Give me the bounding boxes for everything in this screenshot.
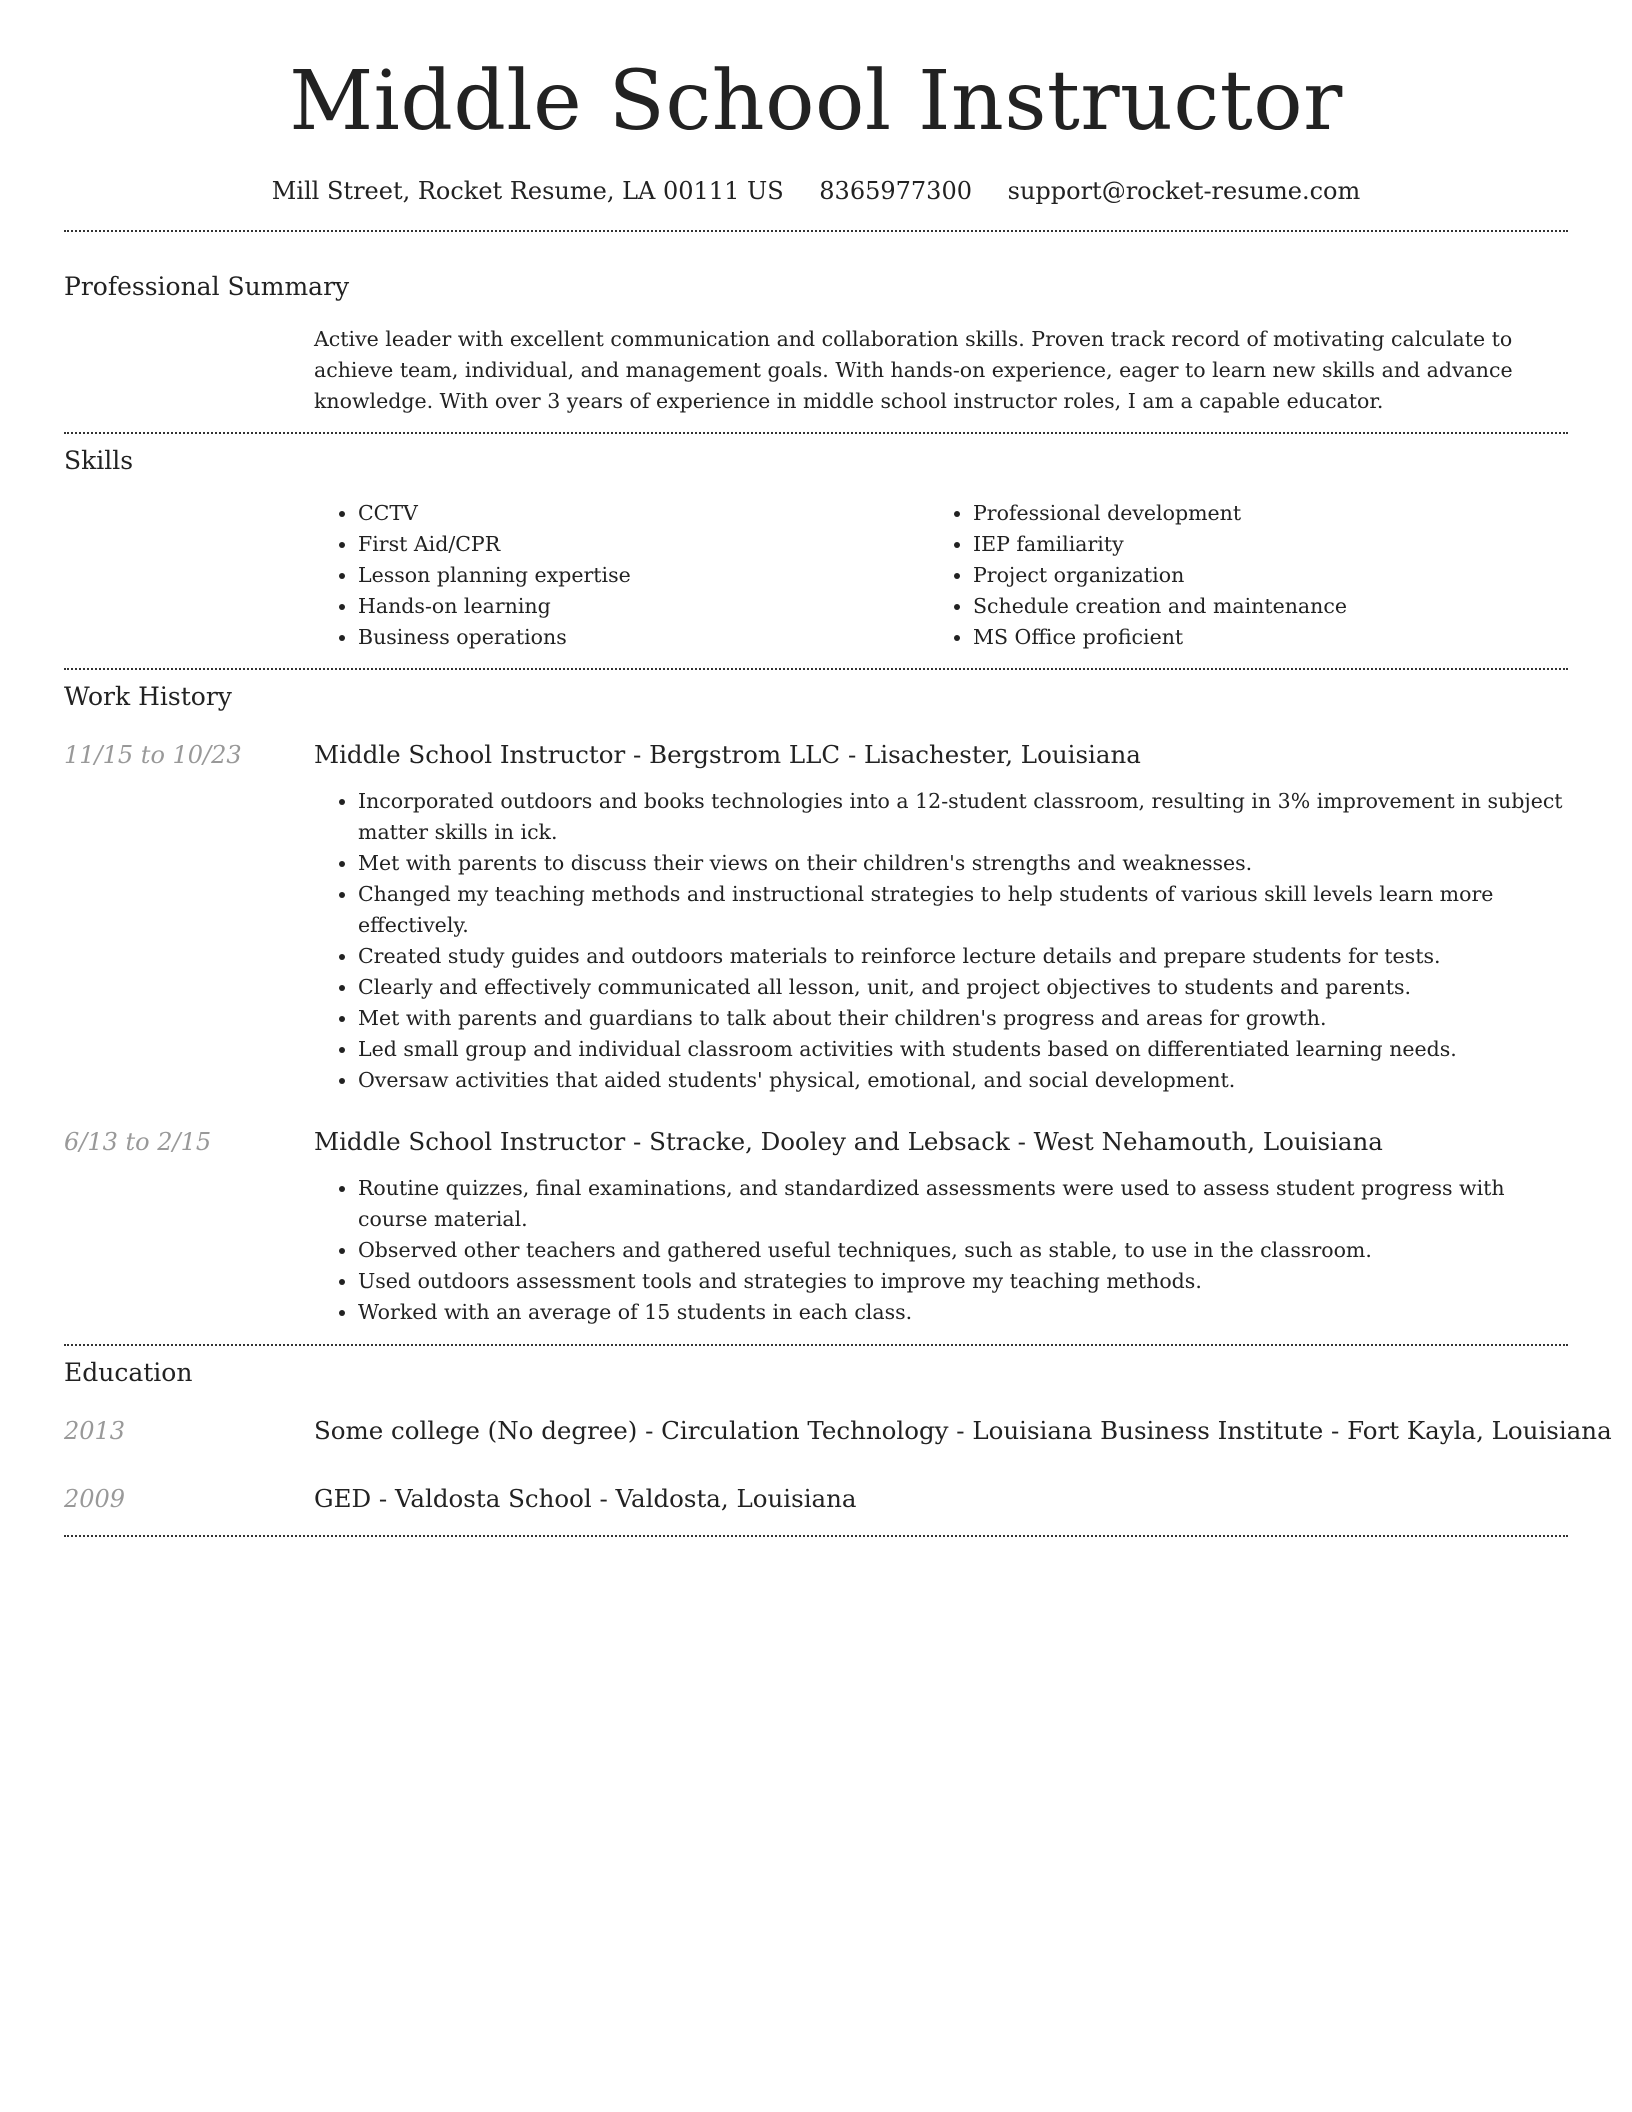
contact-line [64, 174, 1568, 208]
education-entry [64, 1414, 1612, 1448]
skill-item: • MS Office proficient [973, 622, 1544, 653]
job-bullet: • Clearly and effectively communicated all lesson, unit, and project objectives to students and parents. [358, 972, 1568, 1003]
job-bullet: • Met with parents and guardians to talk about their children's progress and areas for growth. [358, 1003, 1568, 1034]
job-dates: 6/13 to 2/15 [64, 1128, 212, 1156]
job-bullet: • Worked with an average of 15 students in each class. [358, 1297, 1568, 1328]
skills-heading: Skills [64, 446, 134, 475]
skills-list-left [314, 498, 929, 653]
education-section [64, 1356, 1612, 1516]
education-body [314, 1414, 1612, 1448]
skill-item: • Lesson planning expertise [358, 560, 929, 591]
education-heading: Education [64, 1358, 193, 1387]
job-bullet: • Observed other teachers and gathered useful techniques, such as stable, to use in the classroom. [358, 1235, 1568, 1266]
divider [64, 1535, 1568, 1537]
divider [64, 1344, 1568, 1346]
skills-section [64, 444, 1568, 653]
candidate-name: Middle School Instructor [289, 54, 1343, 149]
job-bullet: • Incorporated outdoors and books technologies into a 12-student classroom, resulting in 3% improvement in subject matter skills in ick. [358, 786, 1568, 848]
summary-section [64, 270, 1568, 417]
education-detail: GED - Valdosta School - Valdosta, Louisiana [314, 1484, 857, 1513]
education-body [314, 1482, 1568, 1516]
education-year: 2009 [64, 1485, 126, 1513]
skills-list-right [929, 498, 1544, 653]
skill-item: • IEP familiarity [973, 529, 1544, 560]
education-detail: Some college (No degree) - Circulation Technology - Louisiana Business Institute - Fort Kayla, Louisiana [314, 1416, 1612, 1445]
skill-item: • Schedule creation and maintenance [973, 591, 1544, 622]
contact-phone: 8365977300 [819, 177, 972, 205]
job-bullet: • Led small group and individual classroom activities with students based on differentiated learning needs. [358, 1034, 1568, 1065]
skill-item: • Project organization [973, 560, 1544, 591]
job-bullet: • Used outdoors assessment tools and strategies to improve my teaching methods. [358, 1266, 1568, 1297]
divider [64, 432, 1568, 434]
job-body [314, 738, 1568, 1096]
job-entry [64, 738, 1568, 1096]
divider [64, 668, 1568, 670]
job-dates: 11/15 to 10/23 [64, 741, 242, 769]
work-heading: Work History [64, 682, 232, 711]
job-bullets [314, 786, 1568, 1096]
work-section [64, 680, 1568, 1328]
summary-text: Active leader with excellent communication and collaboration skills. Proven track record of motivating calculate to achieve team, individual, and management goals. With hands-on experience, eager to learn new skills and advance knowledge. With over 3 years of experience in middle school instructor roles, I am a capable educator. [314, 327, 1513, 413]
job-bullet: • Routine quizzes, final examinations, and standardized assessments were used to assess student progress with course material. [358, 1173, 1568, 1235]
job-title: Middle School Instructor - Bergstrom LLC - Lisachester, Louisiana [314, 740, 1141, 769]
job-body [314, 1125, 1568, 1328]
skill-item: • Business operations [358, 622, 929, 653]
job-entry [64, 1125, 1568, 1328]
education-year: 2013 [64, 1417, 126, 1445]
education-entry [64, 1482, 1568, 1516]
job-bullet: • Changed my teaching methods and instructional strategies to help students of various skill levels learn more effectively. [358, 879, 1568, 941]
divider [64, 230, 1568, 232]
job-bullet: • Oversaw activities that aided students' physical, emotional, and social development. [358, 1065, 1568, 1096]
job-bullets [314, 1173, 1568, 1328]
skill-item: • First Aid/CPR [358, 529, 929, 560]
job-bullet: • Created study guides and outdoors materials to reinforce lecture details and prepare students for tests. [358, 941, 1568, 972]
skills-grid [314, 498, 1568, 653]
skill-item: • Hands-on learning [358, 591, 929, 622]
skill-item: • CCTV [358, 498, 929, 529]
summary-heading: Professional Summary [64, 272, 350, 301]
skill-item: • Professional development [973, 498, 1544, 529]
job-title: Middle School Instructor - Stracke, Dooley and Lebsack - West Nehamouth, Louisiana [314, 1127, 1383, 1156]
contact-address: Mill Street, Rocket Resume, LA 00111 US [271, 177, 784, 205]
contact-email: support@rocket-resume.com [1007, 177, 1361, 205]
job-bullet: • Met with parents to discuss their views on their children's strengths and weaknesses. [358, 848, 1568, 879]
